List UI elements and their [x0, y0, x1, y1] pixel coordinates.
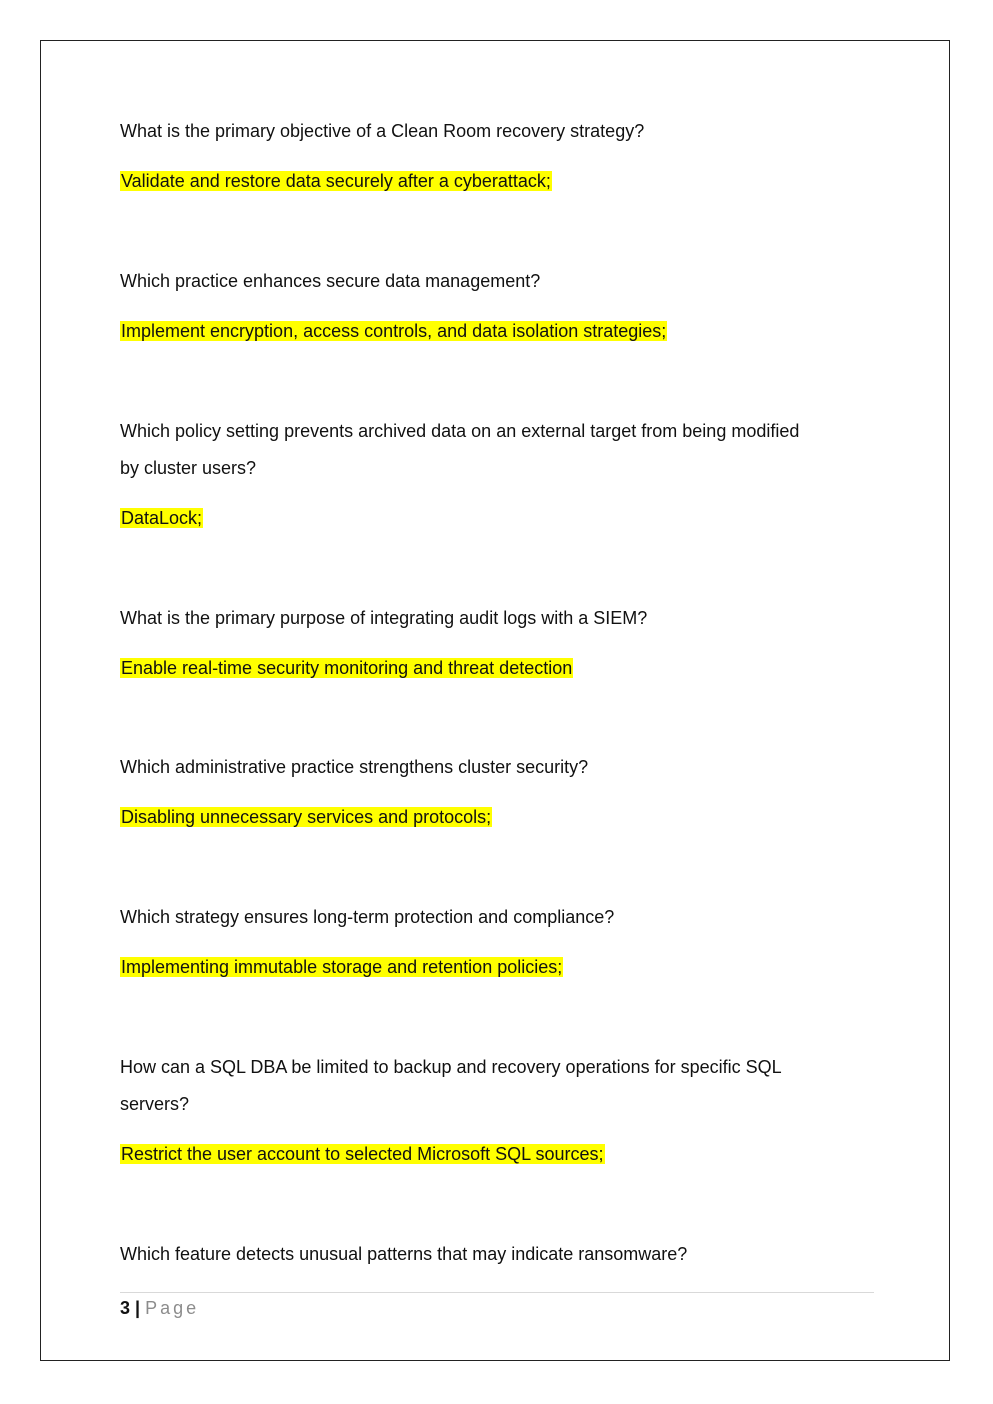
answer-5 — [120, 806, 492, 828]
answer-2 — [120, 320, 667, 342]
answer-6-highlight: Implementing immutable storage and retention policies; — [121, 957, 563, 977]
question-7-line-1: How can a SQL DBA be limited to backup and recovery operations for specific SQL — [120, 1057, 782, 1077]
page-footer — [120, 1297, 199, 1319]
question-3-line-1: Which policy setting prevents archived data on an external target from being modified — [120, 421, 800, 441]
answer-7-highlight: Restrict the user account to selected Microsoft SQL sources; — [121, 1144, 604, 1164]
answer-4-highlight: Enable real-time security monitoring and threat detection — [121, 658, 573, 678]
question-3-line-2: by cluster users? — [120, 458, 257, 478]
question-5: Which administrative practice strengthens cluster security? — [120, 757, 589, 777]
answer-3 — [120, 507, 203, 529]
question-6: Which strategy ensures long-term protection and compliance? — [120, 907, 615, 927]
answer-1 — [120, 170, 552, 192]
answer-7 — [120, 1143, 605, 1165]
footer-divider — [120, 1292, 874, 1293]
page-number: 3 — [120, 1298, 131, 1318]
question-7-line-2: servers? — [120, 1094, 190, 1114]
answer-4 — [120, 657, 573, 679]
question-8: Which feature detects unusual patterns that may indicate ransomware? — [120, 1244, 688, 1264]
question-4: What is the primary purpose of integrating audit logs with a SIEM? — [120, 608, 648, 628]
question-2: Which practice enhances secure data management? — [120, 271, 541, 291]
footer-separator: | — [135, 1298, 141, 1318]
answer-5-highlight: Disabling unnecessary services and protocols; — [121, 807, 492, 827]
answer-3-highlight: DataLock; — [121, 508, 203, 528]
answer-2-highlight: Implement encryption, access controls, and data isolation strategies; — [121, 321, 667, 341]
page-label: Page — [145, 1298, 200, 1318]
answer-6 — [120, 956, 563, 978]
answer-1-highlight: Validate and restore data securely after a cyberattack; — [121, 171, 551, 191]
question-1: What is the primary objective of a Clean Room recovery strategy? — [120, 121, 645, 141]
